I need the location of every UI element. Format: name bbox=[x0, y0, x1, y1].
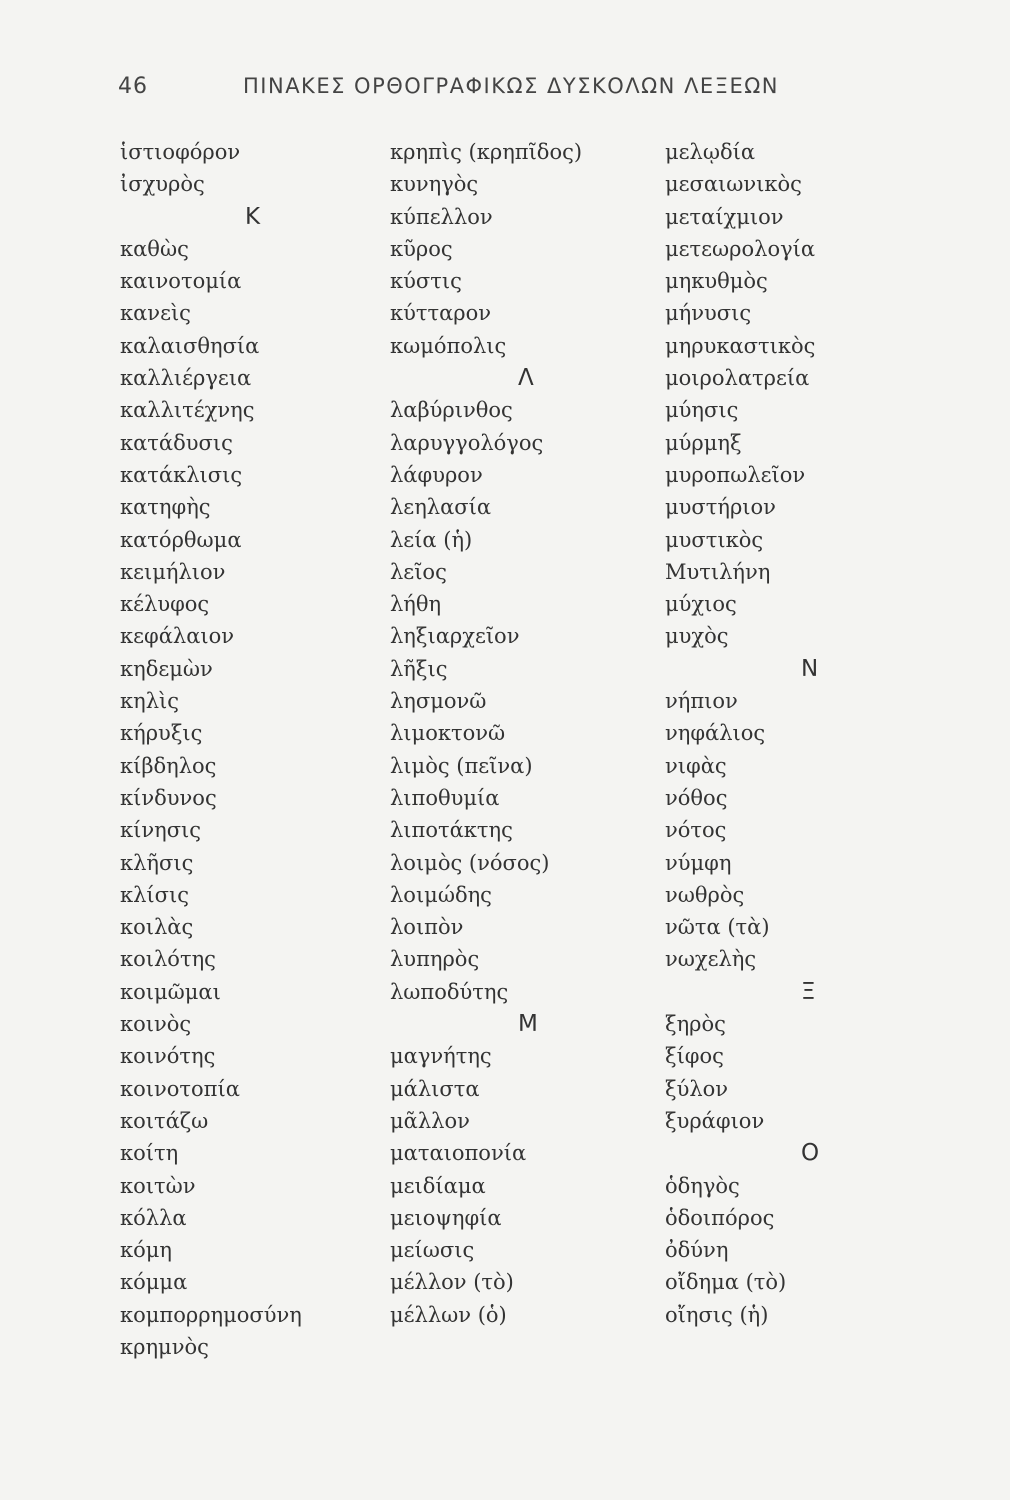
word-entry: ματαιοπονία bbox=[390, 1141, 527, 1166]
word-column-2 bbox=[390, 136, 680, 1331]
word-entry: λιποθυμία bbox=[390, 785, 500, 810]
word-entry: καλαισθησία bbox=[120, 333, 260, 358]
word-entry: κειμήλιον bbox=[120, 559, 226, 584]
word-entry: ληξιαρχεῖον bbox=[390, 624, 520, 649]
word-entry: κυνηγὸς bbox=[390, 172, 479, 197]
section-letter: Ξ bbox=[801, 978, 816, 1005]
word-entry: ξίφος bbox=[665, 1044, 724, 1069]
word-entry: μετεωρολογία bbox=[665, 236, 816, 261]
word-entry: κοίτη bbox=[120, 1141, 179, 1166]
word-entry: ξύλον bbox=[665, 1076, 729, 1101]
word-entry: κλίσις bbox=[120, 882, 189, 907]
word-entry: μηρυκαστικὸς bbox=[665, 333, 816, 358]
word-entry: λήθη bbox=[390, 592, 442, 617]
word-entry: κοινότης bbox=[120, 1044, 216, 1069]
word-entry: καθὼς bbox=[120, 236, 189, 261]
word-entry: κόμμα bbox=[120, 1270, 188, 1295]
word-entry: κηλὶς bbox=[120, 689, 180, 714]
section-letter: Λ bbox=[518, 365, 534, 392]
word-entry: νηφάλιος bbox=[665, 721, 766, 746]
word-entry: λῆξις bbox=[390, 656, 448, 681]
word-entry: κατηφὴς bbox=[120, 495, 211, 520]
section-letter: Ο bbox=[801, 1140, 820, 1167]
word-entry: κέλυφος bbox=[120, 592, 210, 617]
word-entry: λιμοκτονῶ bbox=[390, 721, 506, 746]
word-entry: λησμονῶ bbox=[390, 689, 487, 714]
word-entry: μύησις bbox=[665, 398, 739, 423]
word-entry: οἴησις (ἡ) bbox=[665, 1302, 769, 1327]
word-entry: λεία (ἡ) bbox=[390, 527, 473, 552]
word-entry: νύμφη bbox=[665, 850, 732, 875]
word-entry: κοιμῶμαι bbox=[120, 979, 221, 1004]
word-entry: οἴδημα (τὸ) bbox=[665, 1270, 787, 1295]
word-entry: μήνυσις bbox=[665, 301, 752, 326]
running-title: ΠΙΝΑΚΕΣ ΟΡΘΟΓΡΑΦΙΚΩΣ ΔΥΣΚΟΛΩΝ ΛΕΞΕΩΝ bbox=[243, 74, 779, 98]
word-entry: Μυτιλήνη bbox=[665, 559, 771, 584]
word-entry: καλλιτέχνης bbox=[120, 398, 255, 423]
word-entry: λάφυρον bbox=[390, 462, 483, 487]
word-entry: μεσαιωνικὸς bbox=[665, 172, 802, 197]
word-entry: κύστις bbox=[390, 269, 462, 294]
word-entry: κρημνὸς bbox=[120, 1334, 209, 1359]
word-entry: νιφὰς bbox=[665, 753, 727, 778]
word-entry: νήπιον bbox=[665, 689, 738, 714]
word-entry: μείωσις bbox=[390, 1238, 475, 1263]
word-entry: κεφάλαιον bbox=[120, 624, 235, 649]
word-entry: μυχὸς bbox=[665, 624, 729, 649]
word-entry: ξυράφιον bbox=[665, 1108, 765, 1133]
word-entry: νωθρὸς bbox=[665, 882, 745, 907]
word-entry: κήρυξις bbox=[120, 721, 203, 746]
word-entry: μελῳδία bbox=[665, 140, 756, 164]
word-entry: μοιρολατρεία bbox=[665, 366, 810, 391]
word-entry: λεῖος bbox=[390, 559, 447, 584]
word-entry: λαρυγγολόγος bbox=[390, 430, 544, 455]
word-entry: νόθος bbox=[665, 785, 728, 810]
word-entry: ὁδοιπόρος bbox=[665, 1205, 775, 1230]
word-entry: κῦρος bbox=[390, 236, 453, 261]
word-entry: λοιμώδης bbox=[390, 882, 492, 907]
word-entry: κίβδηλος bbox=[120, 753, 217, 778]
word-entry: μέλλων (ὁ) bbox=[390, 1302, 507, 1327]
word-entry: ἰσχυρὸς bbox=[120, 172, 205, 197]
word-entry: λοιπὸν bbox=[390, 915, 464, 940]
word-entry: κοιτάζω bbox=[120, 1108, 209, 1133]
word-entry: λιμὸς (πεῖνα) bbox=[390, 753, 533, 778]
word-entry: ὀδύνη bbox=[665, 1238, 729, 1263]
word-entry: μηκυθμὸς bbox=[665, 269, 768, 294]
section-letter: Κ bbox=[245, 203, 261, 230]
word-entry: κοιτὼν bbox=[120, 1173, 196, 1198]
word-entry: κίνδυνος bbox=[120, 785, 217, 810]
word-entry: κοιλὰς bbox=[120, 915, 194, 940]
word-entry: κύτταρον bbox=[390, 301, 492, 326]
word-entry: μύρμηξ bbox=[665, 430, 742, 455]
word-entry: μύχιος bbox=[665, 592, 737, 617]
word-entry: κατάκλισις bbox=[120, 462, 243, 487]
word-entry: κηδεμὼν bbox=[120, 656, 213, 681]
word-column-3 bbox=[665, 136, 955, 1331]
word-entry: κύπελλον bbox=[390, 204, 493, 229]
word-entry: μυροπωλεῖον bbox=[665, 462, 806, 487]
word-entry: κοινοτοπία bbox=[120, 1076, 240, 1101]
word-entry: κοιλότης bbox=[120, 947, 216, 972]
word-entry: κρηπὶς (κρηπῖδος) bbox=[390, 140, 583, 164]
word-entry: μυστήριον bbox=[665, 495, 776, 520]
word-entry: κλῆσις bbox=[120, 850, 194, 875]
word-entry: λαβύρινθος bbox=[390, 398, 513, 423]
word-entry: λυπηρὸς bbox=[390, 947, 480, 972]
word-entry: κομπορρημοσύνη bbox=[120, 1302, 302, 1327]
word-entry: μάλιστα bbox=[390, 1076, 480, 1101]
word-entry: κανεὶς bbox=[120, 301, 191, 326]
word-entry: καινοτομία bbox=[120, 269, 242, 294]
word-entry: λοιμὸς (νόσος) bbox=[390, 850, 550, 875]
word-entry: κατόρθωμα bbox=[120, 527, 242, 552]
word-entry: κίνησις bbox=[120, 818, 202, 843]
word-entry: κόλλα bbox=[120, 1205, 187, 1230]
word-entry: ἱστιοφόρον bbox=[120, 140, 241, 164]
word-entry: μᾶλλον bbox=[390, 1108, 470, 1133]
word-entry: ξηρὸς bbox=[665, 1012, 726, 1037]
section-letter: Ν bbox=[801, 655, 819, 682]
word-entry: μυστικὸς bbox=[665, 527, 764, 552]
word-entry: μειδίαμα bbox=[390, 1173, 486, 1198]
word-entry: καλλιέργεια bbox=[120, 366, 252, 391]
word-entry: νῶτα (τὰ) bbox=[665, 915, 770, 940]
word-entry: κωμόπολις bbox=[390, 333, 507, 358]
word-entry: κατάδυσις bbox=[120, 430, 233, 455]
word-entry: νότος bbox=[665, 818, 727, 843]
section-letter: Μ bbox=[518, 1011, 538, 1038]
word-column-1 bbox=[120, 136, 410, 1363]
word-entry: ὁδηγὸς bbox=[665, 1173, 740, 1198]
page-number: 46 bbox=[118, 74, 148, 99]
word-entry: νωχελὴς bbox=[665, 947, 757, 972]
word-entry: μέλλον (τὸ) bbox=[390, 1270, 514, 1295]
word-entry: κόμη bbox=[120, 1238, 172, 1263]
word-entry: μεταίχμιον bbox=[665, 204, 784, 229]
word-entry: λωποδύτης bbox=[390, 979, 509, 1004]
word-entry: λιποτάκτης bbox=[390, 818, 513, 843]
word-entry: κοινὸς bbox=[120, 1012, 192, 1037]
word-entry: μειοψηφία bbox=[390, 1205, 502, 1230]
word-entry: λεηλασία bbox=[390, 495, 492, 520]
word-entry: μαγνήτης bbox=[390, 1044, 492, 1069]
